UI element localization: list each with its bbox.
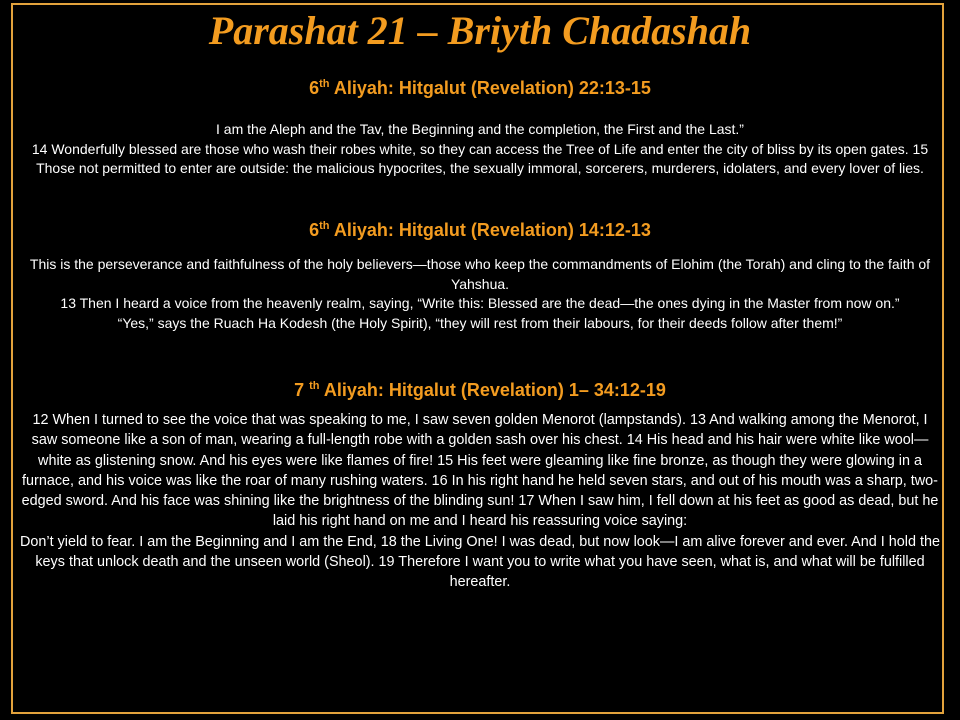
section-3-heading-ordinal: th — [309, 380, 320, 392]
section-3-heading — [0, 378, 960, 402]
section-3-heading-text: Aliyah: Hitgalut (Revelation) 1– 34:12-19 — [319, 380, 666, 400]
section-2-heading-number: 6 — [309, 220, 320, 240]
section-2-passage — [26, 255, 934, 333]
section-1-heading-number: 6 — [309, 78, 320, 98]
section-1-heading — [0, 76, 960, 100]
section-2-heading-text: Aliyah: Hitgalut (Revelation) 14:12-13 — [329, 220, 651, 240]
slide-frame — [11, 3, 944, 714]
passage-line: I am the Aleph and the Tav, the Beginning and the completion, the First and the Last.” — [216, 121, 744, 137]
passage-line: 14 Wonderfully blessed are those who wash their robes white, so they can access the Tree of Life and enter the city of bliss by its open gates. 15 Those not permitted to enter are outside: the malicious hypocrites, the sexually immoral, sorcerers, murderers, idolaters, and every lover of lies. — [31, 140, 929, 176]
section-2-heading — [0, 218, 960, 242]
passage-line: Don’t yield to fear. I am the Beginning and I am the End, 18 the Living One! I was dead, but now look—I am alive forever and ever. And I hold the keys that unlock death and the unseen world (Sheol). 19 Therefore I want you to write what you have seen, what is, and what will be fulfilled hereafter. — [20, 533, 940, 591]
passage-line: 12 When I turned to see the voice that was speaking to me, I saw seven golden Menorot (lampstands). 13 And walking among the Menorot, I saw someone like a son of man, wearing a full-length robe with a golden sash over his chest. 14 His head and his hair were white like wool—white as glistening snow. And his eyes were like flames of fire! 15 His feet were gleaming like fine bronze, as though they were glowing in a furnace, and his voice was like the roar of many rushing waters. 16 In his right hand he held seven stars, and out of his mouth was a sharp, two-edged sword. And his face was shining like the brightness of the blinding sun! 17 When I saw him, I fell down at his feet as good as dead, but he laid his right hand on me and I heard his reassuring voice saying: — [21, 412, 939, 530]
slide-title: Parashat 21 – Briyth Chadashah — [208, 8, 752, 53]
passage-line: 13 Then I heard a voice from the heavenly realm, saying, “Write this: Blessed are the dead—the ones dying in the Master from now on.” — [60, 295, 900, 311]
passage-line: “Yes,” says the Ruach Ha Kodesh (the Holy Spirit), “they will rest from their labours, for their deeds follow after them!” — [117, 314, 843, 331]
section-3-passage — [18, 410, 942, 593]
section-1-heading-ordinal: th — [319, 78, 330, 90]
section-1-heading-text: Aliyah: Hitgalut (Revelation) 22:13-15 — [329, 78, 651, 98]
section-2-heading-ordinal: th — [319, 220, 330, 232]
section-1-passage — [26, 120, 934, 179]
passage-line: This is the perseverance and faithfulness of the holy believers—those who keep the commandments of Elohim (the Torah) and cling to the faith of Yahshua. — [29, 256, 931, 292]
section-3-heading-number: 7 — [294, 380, 310, 400]
